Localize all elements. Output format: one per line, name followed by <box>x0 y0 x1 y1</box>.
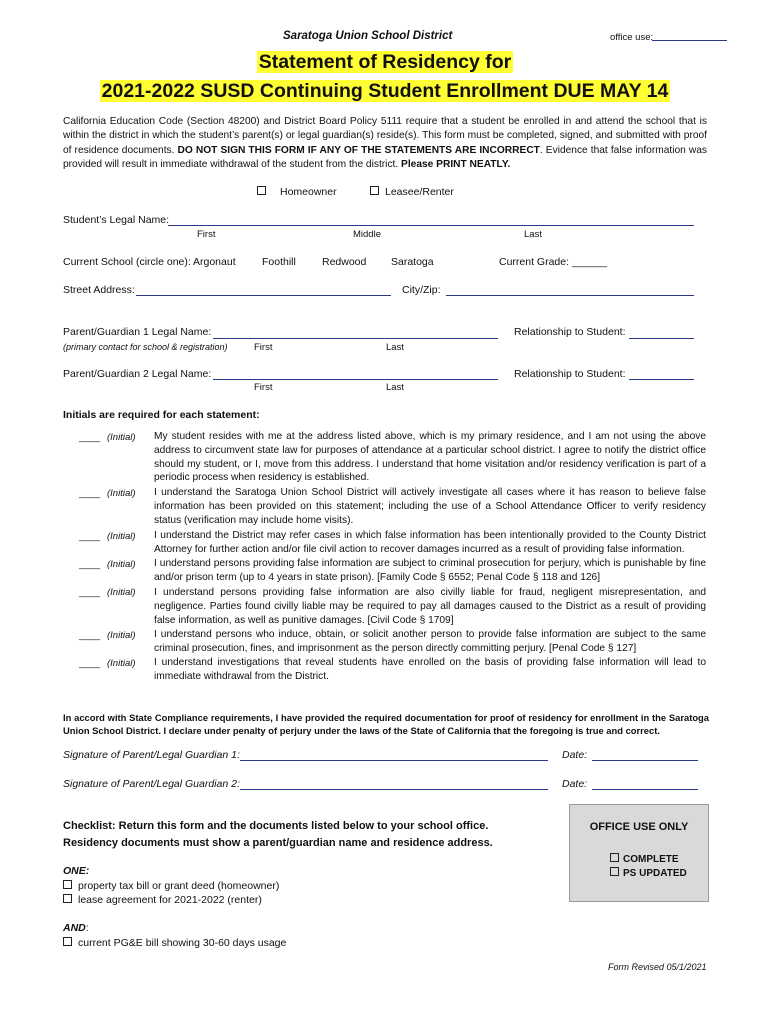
intro-print-neatly: Please PRINT NEATLY. <box>401 159 511 171</box>
guardian2-first-caption: First <box>254 382 273 393</box>
guardian2-relationship-label: Relationship to Student: <box>514 368 626 380</box>
signature2-date-field[interactable] <box>592 789 698 790</box>
checkbox-icon[interactable] <box>63 937 72 946</box>
checklist-one-item-1[interactable] <box>63 880 279 892</box>
statement-7: I understand investigations that reveal students have enrolled on the basis of providing false information will lead to immediate withdrawal from the District. <box>154 657 706 682</box>
office-ps-updated-label: PS UPDATED <box>623 868 687 879</box>
student-last-caption: Last <box>524 229 542 240</box>
ps-updated-checkbox[interactable] <box>610 867 619 876</box>
signature1-field[interactable] <box>240 760 548 761</box>
leasee-label: Leasee/Renter <box>385 186 454 198</box>
leasee-checkbox[interactable] <box>370 186 379 195</box>
signature2-date-label: Date: <box>562 778 588 790</box>
district-name: Saratoga Union School District <box>283 30 453 42</box>
guardian2-relationship-field[interactable] <box>629 379 694 380</box>
office-complete-label: COMPLETE <box>623 854 679 865</box>
homeowner-label: Homeowner <box>280 186 337 198</box>
office-complete-item[interactable] <box>610 853 679 865</box>
guardian1-relationship-field[interactable] <box>629 338 694 339</box>
initial-blank-1[interactable]: ____ <box>79 432 101 443</box>
initial-blank-4[interactable]: ____ <box>79 559 101 570</box>
statement-3: I understand the District may refer cases in which false information has been intentionally provided to the County District Attorney for further action and/or file civil action to recover damages incurred as a result of providing false information. <box>154 530 706 555</box>
leasee-option[interactable] <box>370 186 454 198</box>
student-first-caption: First <box>197 229 216 240</box>
current-grade-label[interactable]: Current Grade: ______ <box>499 256 607 268</box>
checklist-and-colon: : <box>85 922 89 934</box>
student-middle-caption: Middle <box>353 229 381 240</box>
title-line-2-wrap <box>0 79 770 103</box>
intro-text: California Education Code (Section 48200) and District Board Policy 5111 require that a student be enrolled in and attend the school that is within the district in which the student’s parent(s) or legal guardian(s) reside(s). This form must be completed, signed, and submitted with proof of residence documents. <box>63 116 707 156</box>
checklist-one-item-1-label: property tax bill or grant deed (homeowner) <box>78 880 280 892</box>
signature1-date-label: Date: <box>562 749 588 761</box>
guardian1-first-caption: First <box>254 342 273 353</box>
signature1-label: Signature of Parent/Legal Guardian 1: <box>63 749 240 761</box>
school-option-saratoga[interactable]: Saratoga <box>391 256 434 268</box>
initial-tag-1: (Initial) <box>107 432 136 443</box>
checklist-line-1: Checklist: Return this form and the documents listed below to your school office. <box>63 820 489 832</box>
street-address-label: Street Address: <box>63 284 135 296</box>
initial-tag-6: (Initial) <box>107 630 136 641</box>
city-zip-field[interactable] <box>446 295 694 296</box>
guardian2-name-field[interactable] <box>213 379 498 380</box>
homeowner-option[interactable] <box>257 186 337 198</box>
intro-warning: DO NOT SIGN THIS FORM IF ANY OF THE STATEMENTS ARE INCORRECT <box>177 144 540 156</box>
statement-6: I understand persons who induce, obtain, or solicit another person to provide false information are subject to the same criminal prosecution, fines, and imprisonment as the person directly committing perjury. [Penal Code § 127] <box>154 629 706 654</box>
initial-tag-2: (Initial) <box>107 488 136 499</box>
guardian2-label: Parent/Guardian 2 Legal Name: <box>63 368 212 380</box>
city-zip-label: City/Zip: <box>402 284 441 296</box>
initial-tag-4: (Initial) <box>107 559 136 570</box>
school-label: Current School (circle one): <box>63 256 191 268</box>
initial-blank-6[interactable]: ____ <box>79 630 101 641</box>
title-line-2: 2021-2022 SUSD Continuing Student Enrollment DUE MAY 14 <box>101 80 669 102</box>
guardian1-name-field[interactable] <box>213 338 498 339</box>
statement-4: I understand persons providing false information are subject to criminal prosecution for perjury, which is punishable by fine and/or prison term (up to 4 years in state prison). [Family Code § 6552; Penal Code § 118 and 126] <box>154 558 706 583</box>
checklist-and-label <box>63 922 89 934</box>
initial-blank-2[interactable]: ____ <box>79 488 101 499</box>
school-option-foothill[interactable]: Foothill <box>262 256 296 268</box>
office-use-title: OFFICE USE ONLY <box>589 821 689 833</box>
checkbox-icon[interactable] <box>63 880 72 889</box>
guardian1-note: (primary contact for school & registration) <box>63 342 228 352</box>
intro-text-2: . Evidence that false information was provided will result in immediate withdrawal of the student from the district. <box>63 144 707 171</box>
statement-1: My student resides with me at the address listed above, which is my primary residence, and I am not using the above address to circumvent state law for purposes of attendance at a particular school district. I agree to notify the district office should my student, or I, move from this address. I understand that home visitation and/or residency verification is part of a periodic process when residency is established. <box>154 431 706 484</box>
initial-blank-7[interactable]: ____ <box>79 658 101 669</box>
checklist-one-item-2-label: lease agreement for 2021-2022 (renter) <box>78 894 262 906</box>
checklist-and-item-1-label: current PG&E bill showing 30-60 days usage <box>78 937 287 949</box>
checklist-and-word: AND <box>63 922 86 934</box>
signature2-label: Signature of Parent/Legal Guardian 2: <box>63 778 240 790</box>
guardian1-relationship-label: Relationship to Student: <box>514 326 626 338</box>
title-line-1-wrap <box>0 50 770 74</box>
title-line-1: Statement of Residency for <box>258 51 512 73</box>
complete-checkbox[interactable] <box>610 853 619 862</box>
homeowner-checkbox[interactable] <box>257 186 266 195</box>
declaration: In accord with State Compliance requirements, I have provided the required documentation for proof of residency for enrollment in the Saratoga Union School District. I declare under penalty of perjury under the laws of the State of California that the foregoing is true and correct. <box>63 712 709 736</box>
checklist-line-2: Residency documents must show a parent/guardian name and residence address. <box>63 837 493 849</box>
checklist-one-label: ONE: <box>63 865 90 877</box>
office-use-label: office use: <box>610 32 654 43</box>
guardian2-last-caption: Last <box>386 382 404 393</box>
initial-tag-3: (Initial) <box>107 531 136 542</box>
guardian1-label: Parent/Guardian 1 Legal Name: <box>63 326 212 338</box>
signature2-field[interactable] <box>240 789 548 790</box>
initial-blank-3[interactable]: ____ <box>79 531 101 542</box>
form-revised: Form Revised 05/1/2021 <box>608 962 707 972</box>
guardian1-last-caption: Last <box>386 342 404 353</box>
initial-tag-5: (Initial) <box>107 587 136 598</box>
student-name-label: Student’s Legal Name: <box>63 214 170 226</box>
student-name-field[interactable] <box>168 225 694 226</box>
office-use-field[interactable] <box>652 40 727 41</box>
school-option-argonaut[interactable]: Argonaut <box>193 256 236 268</box>
initials-heading: Initials are required for each statement: <box>63 409 260 421</box>
intro-paragraph <box>63 115 707 173</box>
office-ps-updated-item[interactable] <box>610 867 687 879</box>
checkbox-icon[interactable] <box>63 894 72 903</box>
statement-2: I understand the Saratoga Union School District will actively investigate all cases where it has reason to believe false information has been provided on this statement; including the use of a School Attendance Officer to verify residency status (verification may include home visits). <box>154 487 706 526</box>
initial-blank-5[interactable]: ____ <box>79 587 101 598</box>
signature1-date-field[interactable] <box>592 760 698 761</box>
initial-tag-7: (Initial) <box>107 658 136 669</box>
statement-5: I understand persons providing false information are also civilly liable for fraud, negligent misrepresentation, and negligence. Parties found civilly liable may be required to pay all damages caused to the District as a result of providing false information, as well as punitive damages. [Civil Code § 1709] <box>154 587 706 626</box>
street-address-field[interactable] <box>136 295 391 296</box>
school-option-redwood[interactable]: Redwood <box>322 256 367 268</box>
checklist-one-item-2[interactable] <box>63 894 262 906</box>
office-use-box <box>569 804 709 902</box>
checklist-and-item-1[interactable] <box>63 937 286 949</box>
